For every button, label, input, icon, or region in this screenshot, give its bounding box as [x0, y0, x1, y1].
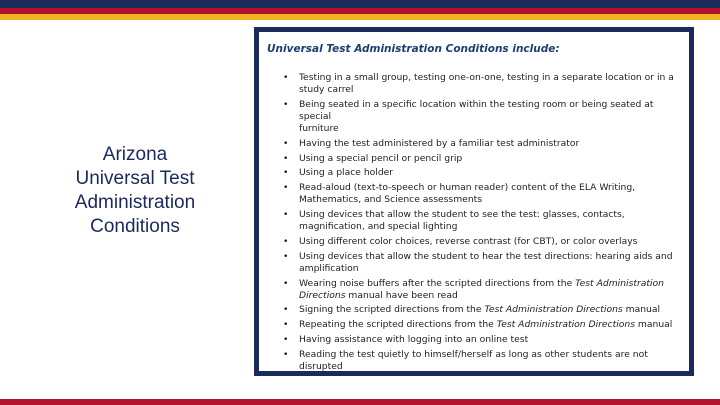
conditions-list	[281, 72, 686, 376]
list-item: • Reading the test quietly to himself/herself as long as other students are not disrupted	[281, 349, 686, 373]
document-heading: Universal Test Administration Conditions include:	[267, 43, 560, 55]
list-item: • Having the test administered by a familiar test administrator	[281, 138, 686, 150]
slide-title-line: Conditions	[90, 216, 180, 237]
slide-title-line: Administration	[74, 192, 196, 213]
list-item: • Wearing noise buffers after the scripted directions from the Test Administration Directions manual have been read	[281, 278, 686, 302]
list-item: • Using different color choices, reverse contrast (for CBT), or color overlays	[281, 236, 686, 248]
list-item: • Using a special pencil or pencil grip	[281, 153, 686, 165]
bottom-red-band	[0, 399, 720, 405]
slide-title-line: Universal Test	[75, 168, 195, 189]
slide-title	[40, 143, 230, 239]
list-item: • Using a place holder	[281, 167, 686, 179]
list-item: • Using devices that allow the student to see the test: glasses, contacts, magnification, and special lighting	[281, 209, 686, 233]
list-item: • Repeating the scripted directions from the Test Administration Directions manual	[281, 319, 686, 331]
list-item: • Being seated in a specific location within the testing room or being seated at special furniture	[281, 99, 686, 135]
list-item: • Using devices that allow the student to hear the test directions: hearing aids and amplification	[281, 251, 686, 275]
top-gold-band	[0, 14, 720, 20]
top-navy-band	[0, 0, 720, 8]
list-item: • Testing in a small group, testing one-on-one, testing in a separate location or in a study carrel	[281, 72, 686, 96]
list-item: • Read-aloud (text-to-speech or human reader) content of the ELA Writing, Mathematics, and Science assessments	[281, 182, 686, 206]
document-image-frame	[254, 27, 694, 376]
list-item: • Signing the scripted directions from the Test Administration Directions manual	[281, 304, 686, 316]
slide-title-line: Arizona	[102, 144, 168, 165]
list-item: • Having assistance with logging into an online test	[281, 334, 686, 346]
